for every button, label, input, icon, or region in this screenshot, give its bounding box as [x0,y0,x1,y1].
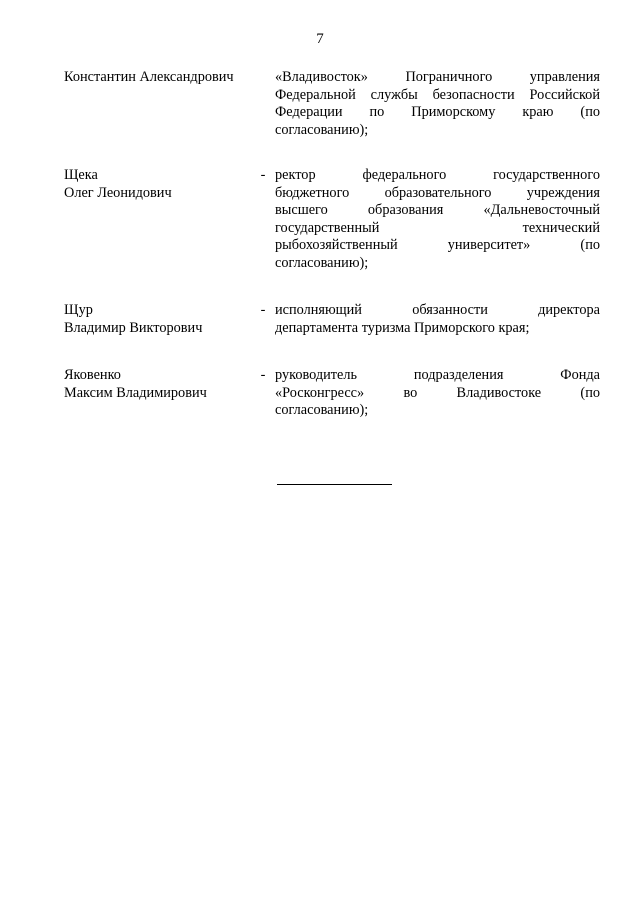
position-line: государственный технический [275,219,600,236]
position-line: Федерации по Приморскому краю (по [275,104,600,121]
position-line: исполняющий обязанности директора [275,302,600,318]
separator-dash: - [260,302,266,318]
position-line: Федеральной службы безопасности Российской [275,86,600,103]
end-divider-line [277,484,392,485]
member-name-line: Яковенко [64,367,121,383]
position-line: «Росконгресс» во Владивостоке (по [275,384,600,401]
position-line: руководитель подразделения Фонда [275,367,600,383]
position-line: согласованию); [275,402,369,419]
position-line: бюджетного образовательного учреждения [275,184,600,201]
member-name-line: Щур [64,302,93,318]
position-line: рыбохозяйственный университет» (по [275,237,600,254]
member-position [275,167,600,273]
member-position [275,302,600,337]
member-name-line: Щека [64,167,98,183]
member-name-line: Олег Леонидович [64,184,172,201]
position-line: департамента туризма Приморского края; [275,319,530,336]
separator-dash: - [260,167,266,183]
position-line: согласованию); [275,254,369,271]
member-name-line: Максим Владимирович [64,384,207,401]
position-line: «Владивосток» Пограничного управления [275,69,600,85]
member-name [64,69,260,87]
separator-dash: - [260,367,266,383]
member-name [64,167,260,202]
member-position [275,367,600,420]
member-position [275,69,600,139]
page-number: 7 [316,31,324,47]
member-name-line: Владимир Викторович [64,319,203,336]
member-name [64,302,260,337]
position-line: высшего образования «Дальневосточный [275,202,600,219]
position-line: ректор федерального государственного [275,167,600,183]
member-name-line: Константин Александрович [64,69,234,85]
member-name [64,367,260,402]
position-line: согласованию); [275,121,369,138]
